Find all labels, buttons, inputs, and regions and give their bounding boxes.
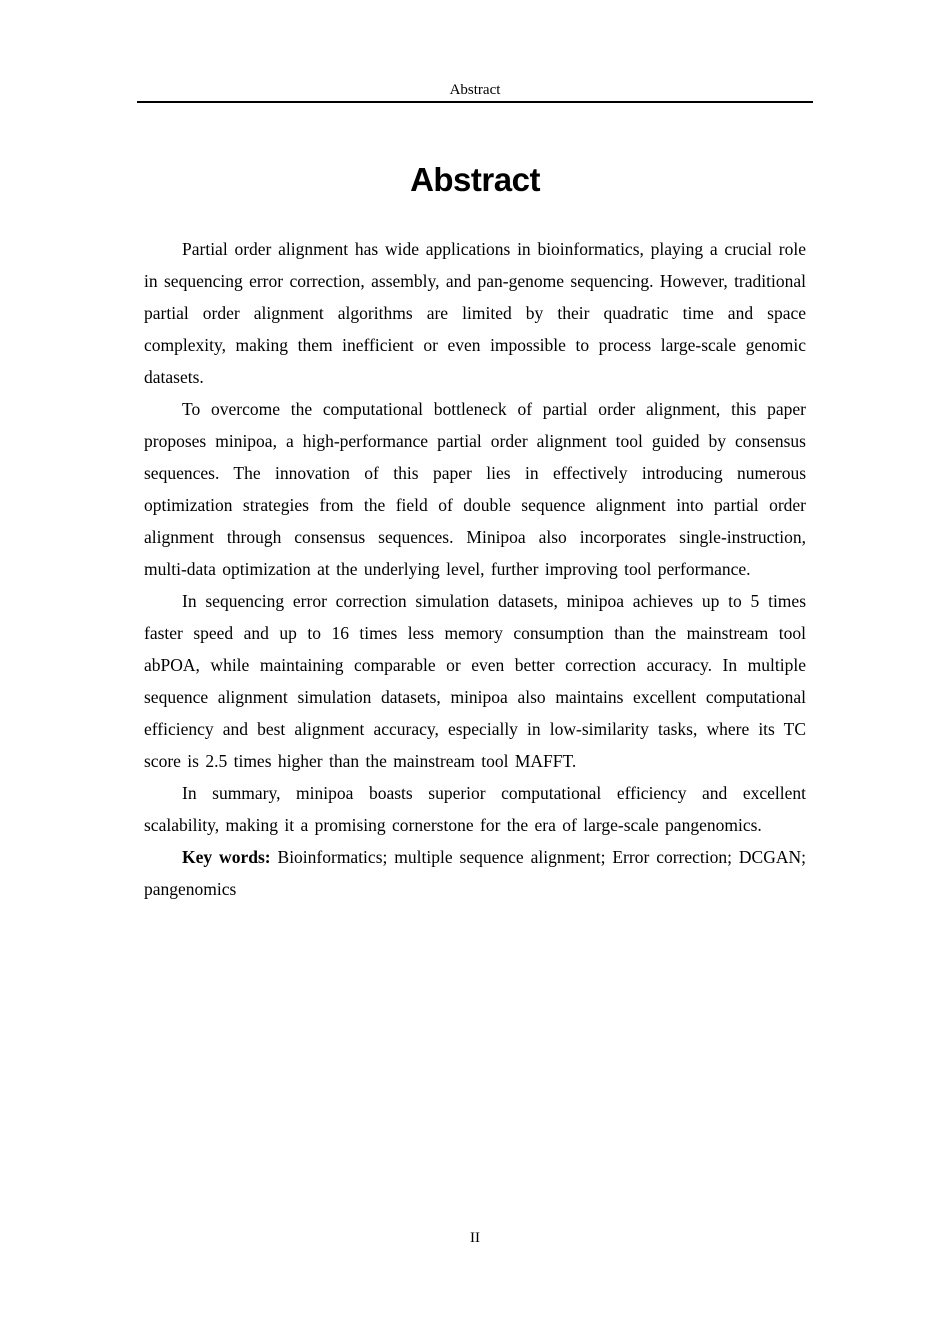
abstract-paragraph-1: Partial order alignment has wide applications in bioinformatics, playing a crucial role in sequencing error correction, assembly, and pan-genome sequencing. However, traditional partial order alignment algorithms are limited by their quadratic time and space complexity, making them inefficient or even impossible to process large-scale genomic datasets.	[144, 239, 806, 387]
keywords-text: Bioinformatics; multiple sequence alignment; Error correction; DCGAN; pangenomics	[144, 847, 807, 899]
page-title: Abstract	[410, 161, 540, 198]
running-header-title: Abstract	[449, 82, 501, 98]
page-number: II	[470, 1230, 480, 1246]
abstract-body	[144, 233, 806, 905]
keywords-label: Key words:	[182, 847, 271, 867]
keywords-line	[144, 841, 806, 905]
abstract-paragraph-3: In sequencing error correction simulation datasets, minipoa achieves up to 5 times faster speed and up to 16 times less memory consumption than the mainstream tool abPOA, while maintaining comparable or even better correction accuracy. In multiple sequence alignment simulation datasets, minipoa also maintains excellent computational efficiency and best alignment accuracy, especially in low-similarity tasks, where its TC score is 2.5 times higher than the mainstream tool MAFFT.	[144, 591, 806, 771]
abstract-paragraph-4: In summary, minipoa boasts superior computational efficiency and excellent scalability, making it a promising cornerstone for the era of large-scale pangenomics.	[144, 783, 806, 835]
running-header	[137, 80, 813, 103]
abstract-paragraph-2: To overcome the computational bottleneck of partial order alignment, this paper proposes minipoa, a high-performance partial order alignment tool guided by consensus sequences. The innovation of this paper lies in effectively introducing numerous optimization strategies from the field of double sequence alignment into partial order alignment through consensus sequences. Minipoa also incorporates single-instruction, multi-data optimization at the underlying level, further improving tool performance.	[144, 399, 806, 579]
